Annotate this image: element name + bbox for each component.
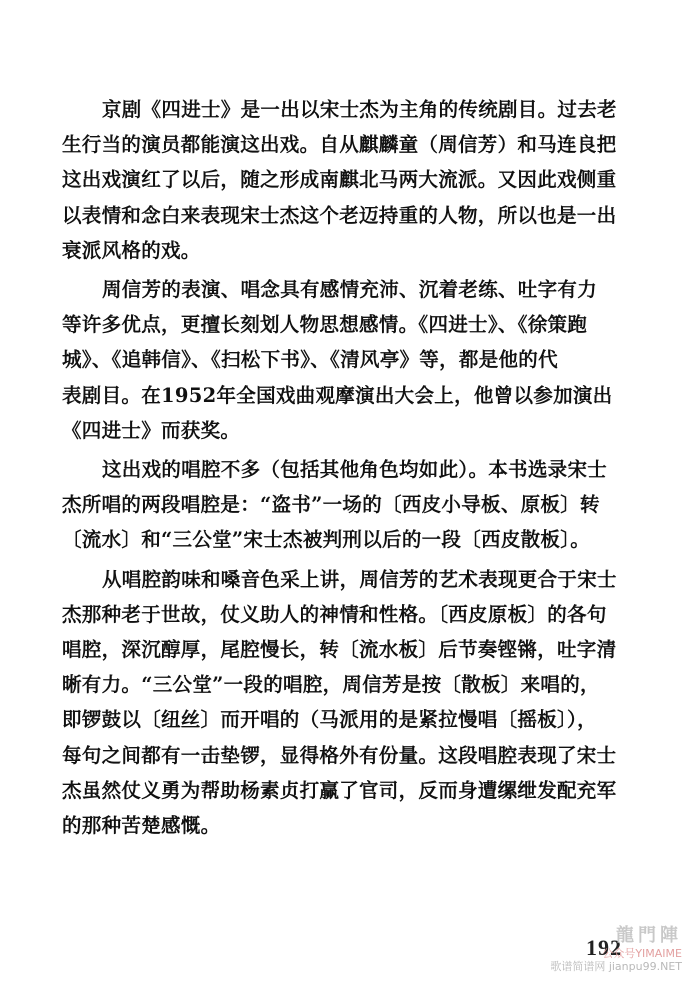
text-line: 等许多优点，更擅长刻划人物思想感情。《四进士》、《徐策跑 bbox=[62, 313, 588, 337]
text-line: 城》、《追韩信》、《扫松下书》、《清风亭》等，都是他的代 bbox=[62, 348, 558, 372]
text-line: 周信芳的表演、唱念具有感情充沛、沉着老练、吐字有力 bbox=[102, 278, 598, 302]
text-line: 衰派风格的戏。 bbox=[62, 238, 201, 262]
text-line: 这出戏演红了以后，随之形成南麒北马两大流派。又因此戏侧重 bbox=[62, 168, 617, 192]
paragraph-1 bbox=[62, 92, 652, 268]
paragraph-4 bbox=[62, 562, 652, 844]
text-line: 以表情和念白来表现宋士杰这个老迈持重的人物，所以也是一出 bbox=[62, 203, 617, 227]
text-line: 的那种苦楚感慨。 bbox=[62, 814, 221, 838]
text-line: 唱腔，深沉醇厚，尾腔慢长，转〔流水板〕后节奏铿锵，吐字清 bbox=[62, 638, 617, 662]
text-line: 杰所唱的两段唱腔是：“盗书”一场的〔西皮小导板、原板〕转 bbox=[62, 493, 600, 517]
watermark bbox=[542, 921, 682, 979]
paragraph-3 bbox=[62, 452, 652, 558]
watermark-line: 公众号YIMAIME bbox=[602, 947, 682, 960]
watermark-line: 歌谱简谱网 jianpu99.NET bbox=[550, 960, 682, 973]
text-line: 〔流水〕和“三公堂”宋士杰被判刑以后的一段〔西皮散板〕。 bbox=[62, 528, 591, 552]
text-line: 生行当的演员都能演这出戏。自从麒麟童（周信芳）和马连良把 bbox=[62, 133, 617, 157]
watermark-logo: 龍門陣 bbox=[616, 925, 682, 946]
text-line: 从唱腔韵味和嗓音色采上讲，周信芳的艺术表现更合于宋士 bbox=[102, 567, 617, 591]
text-line: 《四进士》而获奖。 bbox=[62, 418, 241, 442]
text-line: 晰有力。“三公堂”一段的唱腔，周信芳是按〔散板〕来唱的， bbox=[62, 673, 600, 697]
text-line: 杰那种老于世故，仗义助人的神情和性格。〔西皮原板〕的各句 bbox=[62, 602, 607, 626]
body-text bbox=[62, 92, 652, 847]
text-line: 京剧《四进士》是一出以宋士杰为主角的传统剧目。过去老 bbox=[102, 98, 617, 121]
text-line: 表剧目。在1952年全国戏曲观摩演出大会上，他曾以参加演出 bbox=[62, 383, 613, 407]
text-line: 每句之间都有一击垫锣，显得格外有份量。这段唱腔表现了宋士 bbox=[62, 743, 617, 767]
text-line: 即锣鼓以〔纽丝〕而开唱的（马派用的是紧拉慢唱〔摇板〕）， bbox=[62, 708, 597, 732]
text-line: 这出戏的唱腔不多（包括其他角色均如此）。本书选录宋士 bbox=[102, 458, 608, 482]
paragraph-2 bbox=[62, 272, 652, 448]
text-line: 杰虽然仗义勇为帮助杨素贞打赢了官司，反而身遭缧绁发配充军 bbox=[62, 778, 617, 802]
page-number: 192 bbox=[586, 935, 622, 960]
